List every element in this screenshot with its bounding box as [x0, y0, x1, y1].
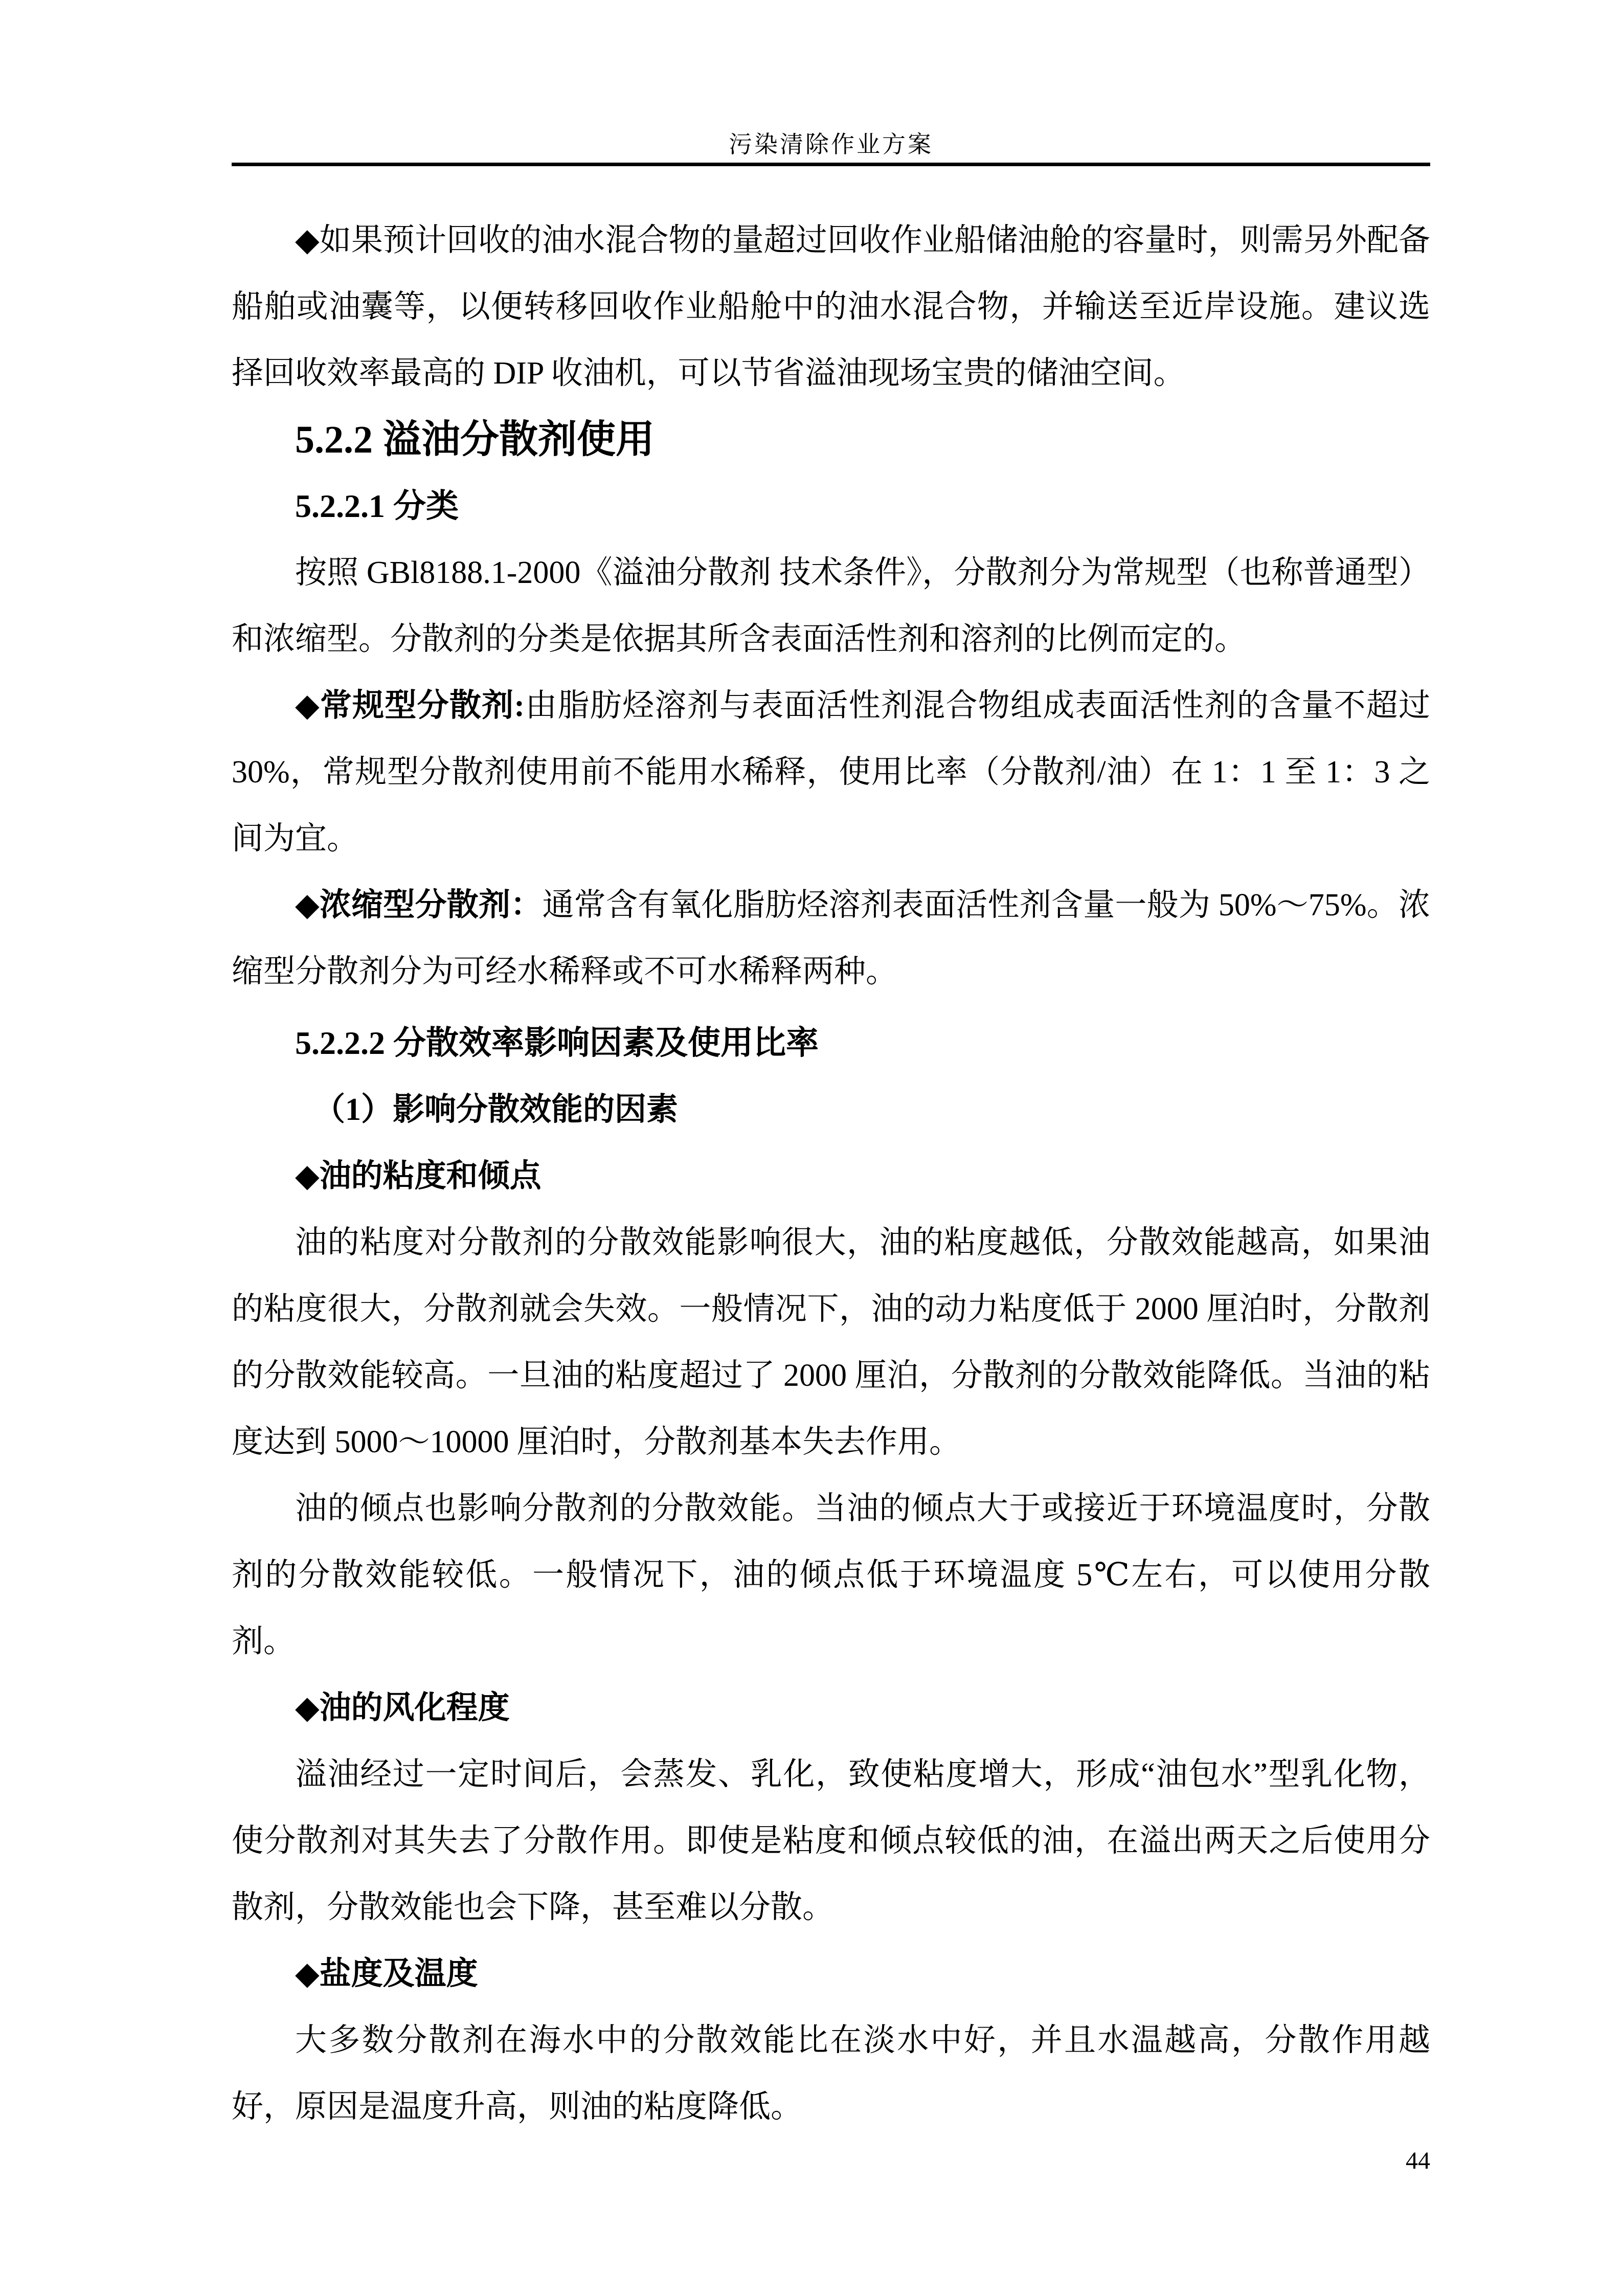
heading-5-2-2-2: 5.2.2.2 分散效率影响因素及使用比率 [295, 1025, 819, 1061]
paragraph-weathering-effect: 溢油经过一定时间后，会蒸发、乳化，致使粘度增大，形成“油包水”型乳化物，使分散剂对其失去了分散作用。即使是粘度和倾点较低的油，在溢出两天之后使用分散剂，分散效能也会下降，甚至难以分散。 [232, 1757, 1430, 1925]
subheading-dispersion-factors: （1）影响分散效能的因素 [313, 1092, 679, 1127]
bullet-oil-weathering: ◆油的风化程度 [295, 1691, 510, 1725]
paragraph-conventional-dispersant [232, 672, 1430, 872]
bullet-oil-viscosity-pour-point: ◆油的粘度和倾点 [295, 1159, 542, 1194]
paragraph-viscosity-effect: 油的粘度对分散剂的分散效能影响很大，油的粘度越低，分散效能越高，如果油的粘度很大，分散剂就会失效。一般情况下，油的动力粘度低于 2000 厘泊时，分散剂的分散效能较高。一旦油的粘度超过了 2000 厘泊，分散剂的分散效能降低。当油的粘度达到 5000～10000 厘泊时，分散剂基本失去作用。 [232, 1225, 1430, 1459]
heading-5-2-2: 5.2.2 溢油分散剂使用 [295, 418, 655, 461]
concentrated-dispersant-label: ◆浓缩型分散剂： [295, 888, 543, 922]
running-header-title: 污染清除作业方案 [729, 131, 933, 157]
paragraph-concentrated-dispersant [232, 872, 1430, 1005]
conventional-dispersant-text: 由脂肪烃溶剂与表面活性剂混合物组成表面活性剂的含量不超过 30%，常规型分散剂使用前不能用水稀释，使用比率（分散剂/油）在 1：1 至 1：3 之间为宜。 [232, 688, 1430, 856]
bullet-salinity-temperature: ◆盐度及温度 [295, 1956, 478, 1991]
paragraph-salinity-temperature-effect: 大多数分散剂在海水中的分散效能比在淡水中好，并且水温越高，分散作用越好，原因是温度升高，则油的粘度降低。 [232, 2023, 1430, 2124]
header-rule [232, 163, 1430, 166]
page-number: 44 [1406, 2147, 1430, 2174]
paragraph-dispersant-classification: 按照 GBl8188.1-2000《溢油分散剂 技术条件》，分散剂分为常规型（也称普通型）和浓缩型。分散剂的分类是依据其所含表面活性剂和溶剂的比例而定的。 [232, 555, 1430, 657]
concentrated-dispersant-text: 通常含有氧化脂肪烃溶剂表面活性剂含量一般为 50%～75%。浓缩型分散剂分为可经水稀释或不可水稀释两种。 [232, 888, 1430, 989]
document-body [232, 207, 1430, 2140]
paragraph-oil-recovery: ◆如果预计回收的油水混合物的量超过回收作业船储油舱的容量时，则需另外配备船舶或油囊等，以便转移回收作业船舱中的油水混合物，并输送至近岸设施。建议选择回收效率最高的 DIP 收油机，可以节省溢油现场宝贵的储油空间。 [232, 223, 1430, 391]
heading-5-2-2-1: 5.2.2.1 分类 [295, 488, 459, 524]
conventional-dispersant-label: ◆常规型分散剂: [295, 688, 525, 723]
paragraph-pour-point-effect: 油的倾点也影响分散剂的分散效能。当油的倾点大于或接近于环境温度时，分散剂的分散效能较低。一般情况下，油的倾点低于环境温度 5℃左右，可以使用分散剂。 [232, 1491, 1430, 1659]
